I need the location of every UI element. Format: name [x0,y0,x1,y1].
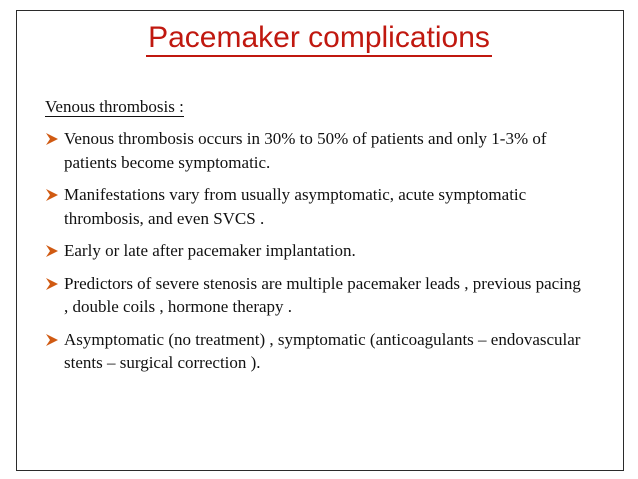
bullet-text: Early or late after pacemaker implantation. [64,241,356,260]
bullet-item [44,183,584,230]
arrowhead-bullet-icon [45,277,59,291]
bullet-item [44,239,584,263]
arrowhead-bullet-icon [45,333,59,347]
bullet-item [44,328,584,375]
bullet-text: Predictors of severe stenosis are multiple pacemaker leads , previous pacing , double coils , hormone therapy . [64,273,581,316]
slide-title [0,18,638,58]
section-subheading [45,96,184,118]
bullet-text: Venous thrombosis occurs in 30% to 50% of patients and only 1-3% of patients become symptomatic. [64,129,547,172]
arrowhead-bullet-icon [45,244,59,258]
bullet-list [44,127,584,384]
arrowhead-bullet-icon [45,132,59,146]
bullet-item [44,127,584,174]
section-subheading-text: Venous thrombosis : [45,97,184,116]
bullet-item [44,272,584,319]
arrowhead-bullet-icon [45,188,59,202]
bullet-text: Asymptomatic (no treatment) , symptomatic (anticoagulants – endovascular stents – surgical correction ). [64,329,581,372]
bullet-text: Manifestations vary from usually asymptomatic, acute symptomatic thrombosis, and even SVCS . [64,185,527,228]
slide-title-text: Pacemaker complications [146,21,492,57]
